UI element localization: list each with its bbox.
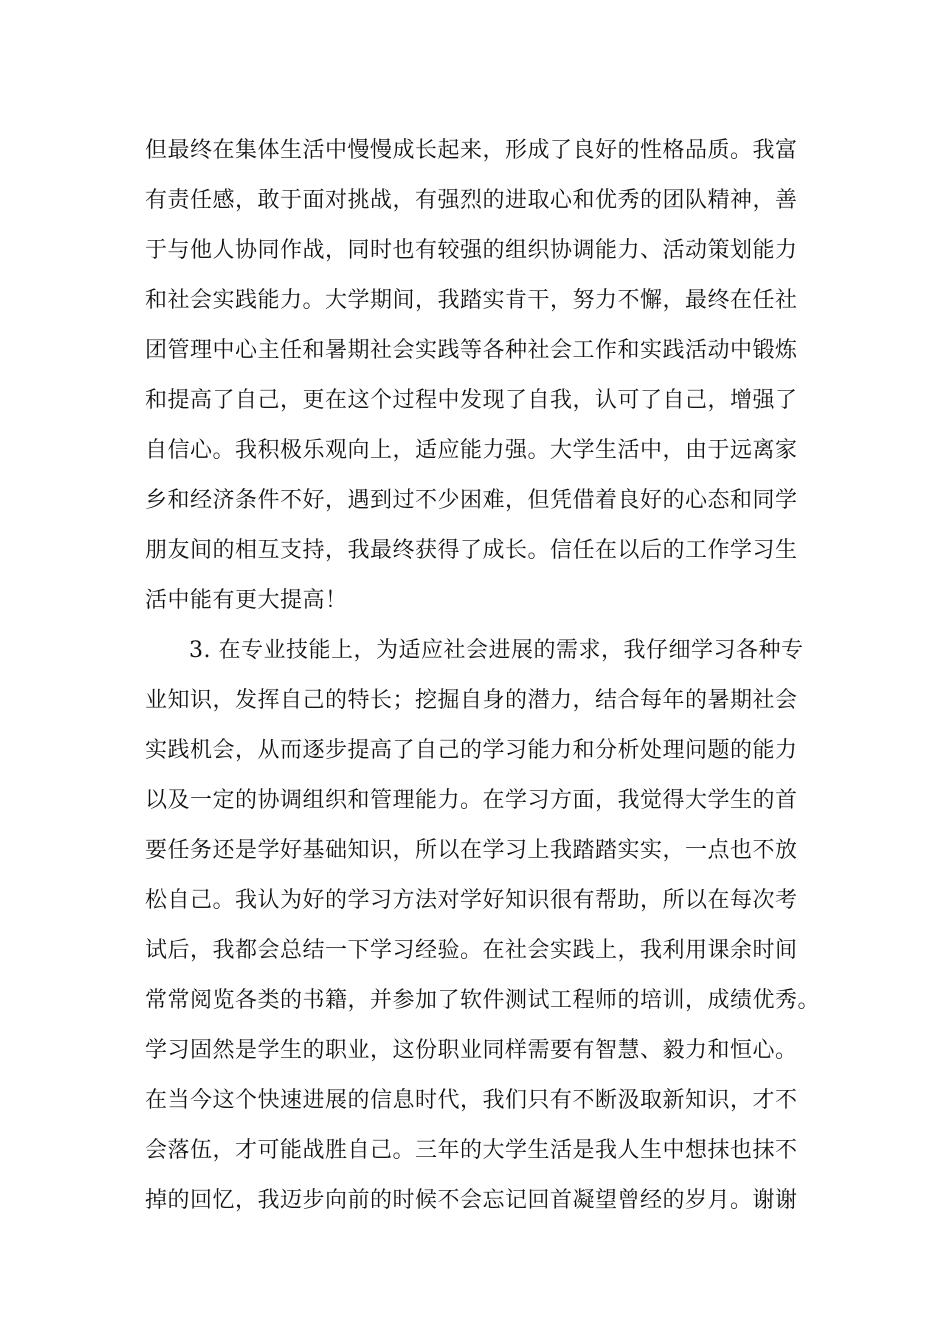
text-line: 朋友间的相互支持，我最终获得了成长。信任在以后的工作学习生 <box>145 538 798 563</box>
text-line: 试后，我都会总结一下学习经验。在社会实践上，我利用课余时间 <box>145 938 798 963</box>
text-line: 活中能有更大提高！ <box>145 588 348 613</box>
text-line: 乡和经济条件不好，遇到过不少困难，但凭借着良好的心态和同学 <box>145 488 798 513</box>
text-line-indented: 3. 在专业技能上，为适应社会进展的需求，我仔细学习各种专 <box>189 638 804 663</box>
text-line: 掉的回忆，我迈步向前的时候不会忘记回首凝望曾经的岁月。谢谢 <box>145 1188 798 1213</box>
text-line: 有责任感，敢于面对挑战，有强烈的进取心和优秀的团队精神，善 <box>145 188 798 213</box>
text-line: 和提高了自己，更在这个过程中发现了自我，认可了自己，增强了 <box>145 388 798 413</box>
text-line: 团管理中心主任和暑期社会实践等各种社会工作和实践活动中锻炼 <box>145 338 798 363</box>
text-line: 松自己。我认为好的学习方法对学好知识很有帮助，所以在每次考 <box>145 888 798 913</box>
text-line: 会落伍，才可能战胜自己。三年的大学生活是我人生中想抹也抹不 <box>145 1138 798 1163</box>
text-line: 实践机会，从而逐步提高了自己的学习能力和分析处理问题的能力 <box>145 738 798 763</box>
text-line: 和社会实践能力。大学期间，我踏实肯干，努力不懈，最终在任社 <box>145 288 798 313</box>
text-line: 于与他人协同作战，同时也有较强的组织协调能力、活动策划能力 <box>145 238 798 263</box>
text-line: 要任务还是学好基础知识，所以在学习上我踏踏实实，一点也不放 <box>145 838 798 863</box>
text-line: 学习固然是学生的职业，这份职业同样需要有智慧、毅力和恒心。 <box>145 1038 798 1063</box>
text-line: 以及一定的协调组织和管理能力。在学习方面，我觉得大学生的首 <box>145 788 798 813</box>
text-line: 自信心。我积极乐观向上，适应能力强。大学生活中，由于远离家 <box>145 438 798 463</box>
text-line: 在当今这个快速进展的信息时代，我们只有不断汲取新知识，才不 <box>145 1088 798 1113</box>
text-line: 常常阅览各类的书籍，并参加了软件测试工程师的培训，成绩优秀。 <box>145 988 821 1013</box>
text-line: 业知识，发挥自己的特长；挖掘自身的潜力，结合每年的暑期社会 <box>145 688 798 713</box>
text-line: 但最终在集体生活中慢慢成长起来，形成了良好的性格品质。我富 <box>145 138 798 163</box>
